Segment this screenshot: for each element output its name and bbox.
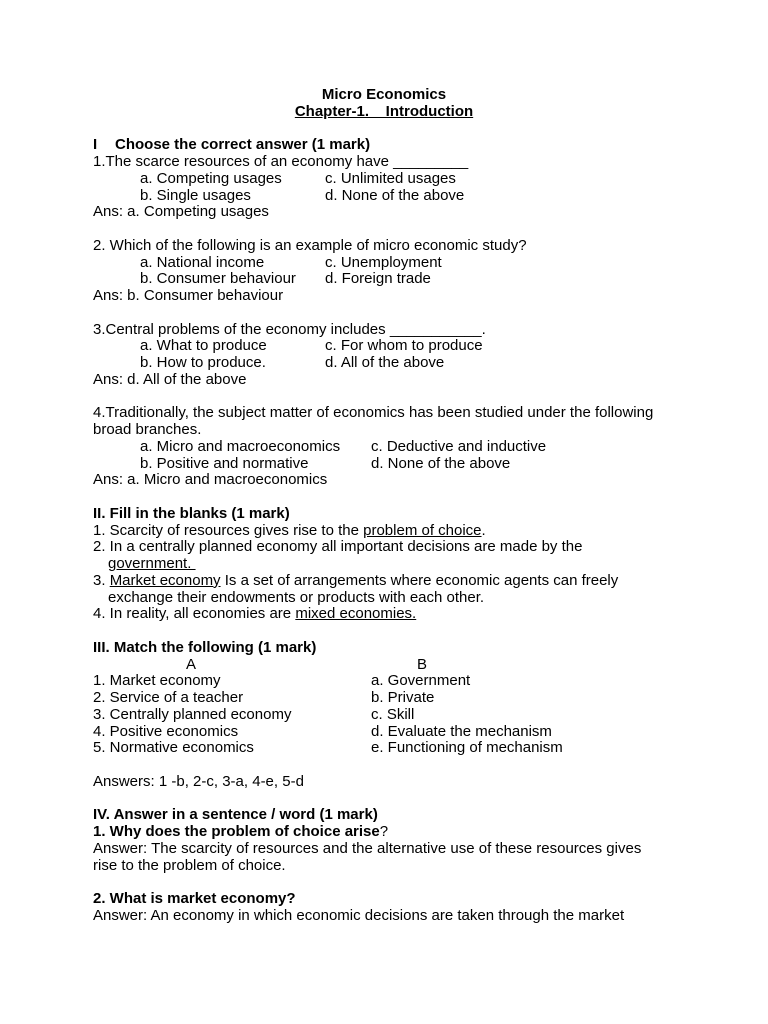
sentence-q1-mark: ? <box>379 823 389 840</box>
blank-item-2: 2. In a centrally planned economy all important decisions are made by the <box>93 538 583 556</box>
q2-option-d: d. Foreign trade <box>325 270 431 288</box>
match-row-4 <box>93 724 693 741</box>
match-row-4-a: 4. Positive economics <box>93 722 239 740</box>
q2-answer: Ans: b. Consumer behaviour <box>93 287 284 304</box>
match-row-3-b: c. Skill <box>371 705 415 723</box>
q1-option-b: b. Single usages <box>140 186 251 204</box>
q3-option-b: b. How to produce. <box>140 354 266 371</box>
q4-answer: Ans: a. Micro and macroeconomics <box>93 471 328 489</box>
sentence-answer-1-line-2: rise to the problem of choice. <box>93 856 286 874</box>
q3-option-c: c. For whom to produce <box>325 337 483 355</box>
section4-heading: IV. Answer in a sentence / word (1 mark) <box>93 806 378 824</box>
question-4-line-1: 4.Traditionally, the subject matter of economics has been studied under the following <box>93 404 654 422</box>
match-row-4-b: d. Evaluate the mechanism <box>371 722 552 740</box>
q1-options-row-1 <box>93 171 693 188</box>
blank-item-4 <box>93 606 693 623</box>
match-row-5-a: 5. Normative economics <box>93 739 254 757</box>
blank-4-answer: mixed economies. <box>295 605 417 623</box>
match-row-2 <box>93 690 693 707</box>
q2-option-c: c. Unemployment <box>325 253 442 271</box>
sentence-question-2: 2. What is market economy? <box>93 890 296 907</box>
blank-1-post: . <box>481 521 486 539</box>
blank-item-2-cont <box>93 556 693 573</box>
blank-4-pre: 4. In reality, all economies are <box>93 605 296 623</box>
match-column-b-header: B <box>417 655 428 673</box>
question-4-line-2: broad branches. <box>93 421 202 438</box>
question-1: 1.The scarce resources of an economy have _________ <box>93 153 469 170</box>
match-column-a-header: A <box>186 655 197 673</box>
match-column-headers <box>93 657 693 674</box>
q3-option-a: a. What to produce <box>140 337 267 355</box>
q2-option-b: b. Consumer behaviour <box>140 270 296 288</box>
question-3: 3.Central problems of the economy includes ___________. <box>93 320 486 338</box>
blank-item-1 <box>93 523 693 540</box>
sentence-q1-text: 1. Why does the problem of choice arise <box>93 823 380 840</box>
section1-heading <box>93 137 693 154</box>
match-row-5-b: e. Functioning of mechanism <box>371 739 563 757</box>
document-page <box>93 87 693 925</box>
q4-option-a: a. Micro and macroeconomics <box>140 437 341 455</box>
match-row-2-b: b. Private <box>371 689 435 706</box>
match-row-3-a: 3. Centrally planned economy <box>93 705 292 723</box>
q3-answer: Ans: d. All of the above <box>93 370 247 388</box>
match-row-3 <box>93 707 693 724</box>
q1-option-c: c. Unlimited usages <box>325 169 456 187</box>
match-row-1 <box>93 673 693 690</box>
q1-options-row-2 <box>93 188 693 205</box>
question-2: 2. Which of the following is an example of micro economic study? <box>93 236 527 254</box>
q3-options-row-2 <box>93 355 693 372</box>
match-row-1-b: a. Government <box>371 672 471 690</box>
blank-1-pre: 1. Scarcity of resources gives rise to the <box>93 521 364 539</box>
q3-options-row-1 <box>93 338 693 355</box>
sentence-question-1 <box>93 824 693 841</box>
q2-option-a: a. National income <box>140 253 265 271</box>
section1-roman: I <box>93 136 98 154</box>
blank-3-answer: Market economy <box>109 571 221 589</box>
blank-3-post: Is a set of arrangements where economic agents can freely <box>220 571 619 589</box>
chapter-heading: Chapter-1. Introduction <box>294 102 474 120</box>
section2-heading: II. Fill in the blanks (1 mark) <box>93 504 290 522</box>
q4-option-c: c. Deductive and inductive <box>371 437 547 455</box>
sentence-answer-2-line-1: Answer: An economy in which economic decisions are taken through the market <box>93 906 625 924</box>
match-row-2-a: 2. Service of a teacher <box>93 689 244 706</box>
blank-1-answer: problem of choice <box>363 521 482 539</box>
q4-option-d: d. None of the above <box>371 454 511 472</box>
q4-options-row-2 <box>93 456 693 473</box>
blank-3-pre: 3. <box>93 571 110 589</box>
document-title: Micro Economics <box>321 86 447 103</box>
match-answers: Answers: 1 -b, 2-c, 3-a, 4-e, 5-d <box>93 772 304 790</box>
q2-options-row-1 <box>93 255 693 272</box>
section1-heading-text: Choose the correct answer (1 mark) <box>115 136 371 154</box>
blank-item-3 <box>93 573 693 590</box>
q1-answer: Ans: a. Competing usages <box>93 203 269 221</box>
match-row-1-a: 1. Market economy <box>93 672 221 690</box>
q1-option-a: a. Competing usages <box>140 169 282 187</box>
section3-heading: III. Match the following (1 mark) <box>93 638 317 656</box>
blank-item-3-cont: exchange their endowments or products with each other. <box>108 588 485 606</box>
match-row-5 <box>93 740 693 757</box>
sentence-answer-1-line-1: Answer: The scarcity of resources and the alternative use of these resources gives <box>93 839 642 857</box>
q4-options-row-1 <box>93 439 693 456</box>
q1-option-d: d. None of the above <box>325 186 465 204</box>
blank-2-answer: government. <box>108 555 196 572</box>
q2-options-row-2 <box>93 271 693 288</box>
q3-option-d: d. All of the above <box>325 354 445 371</box>
q4-option-b: b. Positive and normative <box>140 454 309 472</box>
